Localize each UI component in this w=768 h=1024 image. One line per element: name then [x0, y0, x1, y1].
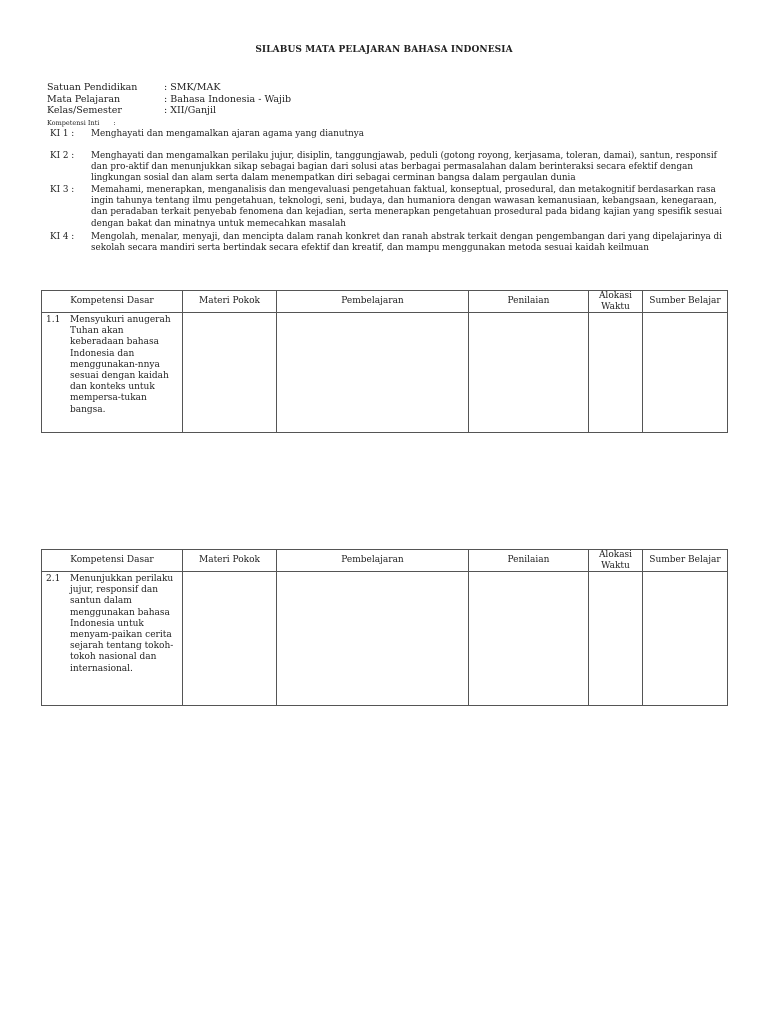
- kd-cell: [42, 572, 183, 706]
- meta-value: : XII/Ganjil: [164, 105, 217, 116]
- ki-item-2: [50, 151, 730, 185]
- ki-text: Menghayati dan mengamalkan perilaku jujur, disiplin, tanggungjawab, peduli (gotong royong, kerjasama, toleran, damai), santun, responsif dan pro-aktif dan menunjukkan sikap sebagai bagian dari solusi atas berbagai permasalahan dalam berinteraksi secara efektif dengan lingkungan sosial dan alam serta dalam menempatkan diri sebagai cerminan bangsa dalam pergaulan dunia: [91, 151, 717, 184]
- meta-row-satuan: [47, 82, 291, 94]
- kd-number: 1.1: [46, 315, 61, 325]
- table-header-row: [42, 550, 728, 572]
- syllabus-table-2: [41, 549, 728, 706]
- header-penilaian: Penilaian: [469, 550, 589, 572]
- ki-text: Memahami, menerapkan, menganalisis dan mengevaluasi pengetahuan faktual, konseptual, prosedural, dan metakognitif berdasarkan rasa ingin tahunya tentang ilmu pengetahuan, teknologi, seni, budaya, dan humaniora dengan wawasan kemanusiaan, kebangsaan, kenegaraan, dan peradaban terkait penyebab fenomena dan kejadian, serta menerapkan pengetahuan prosedural pada bidang kajian yang spesifik sesuai dengan bakat dan minatnya untuk memecahkan masalah: [91, 185, 723, 229]
- syllabus-table-1: [41, 290, 728, 433]
- meta-label: Mata Pelajaran: [47, 93, 121, 105]
- meta-label: Kelas/Semester: [47, 105, 122, 116]
- meta-value: : SMK/MAK: [164, 82, 221, 93]
- sumber-cell: [643, 313, 728, 433]
- pembelajaran-cell: [277, 572, 469, 706]
- ki-heading-label: Kompetensi Inti: [47, 119, 100, 127]
- header-kompetensi-dasar: Kompetensi Dasar: [42, 550, 183, 572]
- header-penilaian: Penilaian: [469, 291, 589, 313]
- document-title: SILABUS MATA PELAJARAN BAHASA INDONESIA: [255, 45, 513, 55]
- header-sumber-belajar: Sumber Belajar: [643, 291, 728, 313]
- table-row: [42, 572, 728, 706]
- table-row: [42, 313, 728, 433]
- ki-code: KI 3 :: [50, 185, 75, 195]
- ki-text: Menghayati dan mengamalkan ajaran agama yang dianutnya: [91, 129, 365, 139]
- header-sumber-belajar: Sumber Belajar: [643, 550, 728, 572]
- ki-code: KI 4 :: [50, 232, 75, 242]
- materi-cell: [183, 572, 277, 706]
- header-pembelajaran: Pembelajaran: [277, 291, 469, 313]
- materi-cell: [183, 313, 277, 433]
- header-pembelajaran: Pembelajaran: [277, 550, 469, 572]
- ki-item-3: [50, 185, 730, 230]
- kd-text: Menunjukkan perilaku jujur, responsif dan santun dalam menggunakan bahasa Indonesia untuk menyam-paikan cerita sejarah tentang tokoh-tokoh nasional dan internasional.: [70, 574, 174, 674]
- kd-cell: [42, 313, 183, 433]
- meta-label: Satuan Pendidikan: [47, 82, 138, 93]
- header-kompetensi-dasar: Kompetensi Dasar: [42, 291, 183, 313]
- penilaian-cell: [469, 313, 589, 433]
- meta-row-kelas: [47, 105, 291, 117]
- ki-code: KI 1 :: [50, 129, 75, 139]
- header-alokasi-waktu: Alokasi Waktu: [589, 550, 643, 572]
- meta-row-mapel: [47, 94, 291, 106]
- kd-text: Mensyukuri anugerah Tuhan akan keberadaan bahasa Indonesia dan menggunakan-nnya sesuai dengan kaidah dan konteks untuk mempersa-tukan bangsa.: [70, 315, 171, 415]
- ki-item-4: [50, 232, 730, 254]
- ki-text: Mengolah, menalar, menyaji, dan mencipta dalam ranah konkret dan ranah abstrak terkait dengan pengembangan dari yang dipelajarinya di sekolah secara mandiri serta bertindak secara efektif dan kreatif, dan mampu menggunakan metoda sesuai kaidah keilmuan: [91, 232, 722, 254]
- alokasi-cell: [589, 313, 643, 433]
- identity-block: [47, 82, 291, 117]
- ki-code: KI 2 :: [50, 151, 75, 161]
- header-materi-pokok: Materi Pokok: [183, 291, 277, 313]
- meta-value: : Bahasa Indonesia - Wajib: [164, 93, 292, 105]
- ki-heading: [47, 119, 116, 127]
- table-header-row: [42, 291, 728, 313]
- pembelajaran-cell: [277, 313, 469, 433]
- sumber-cell: [643, 572, 728, 706]
- ki-item-1: [50, 129, 730, 140]
- kd-number: 2.1: [46, 574, 61, 584]
- alokasi-cell: [589, 572, 643, 706]
- penilaian-cell: [469, 572, 589, 706]
- ki-heading-colon: :: [113, 119, 116, 127]
- header-alokasi-waktu: Alokasi Waktu: [589, 291, 643, 313]
- header-materi-pokok: Materi Pokok: [183, 550, 277, 572]
